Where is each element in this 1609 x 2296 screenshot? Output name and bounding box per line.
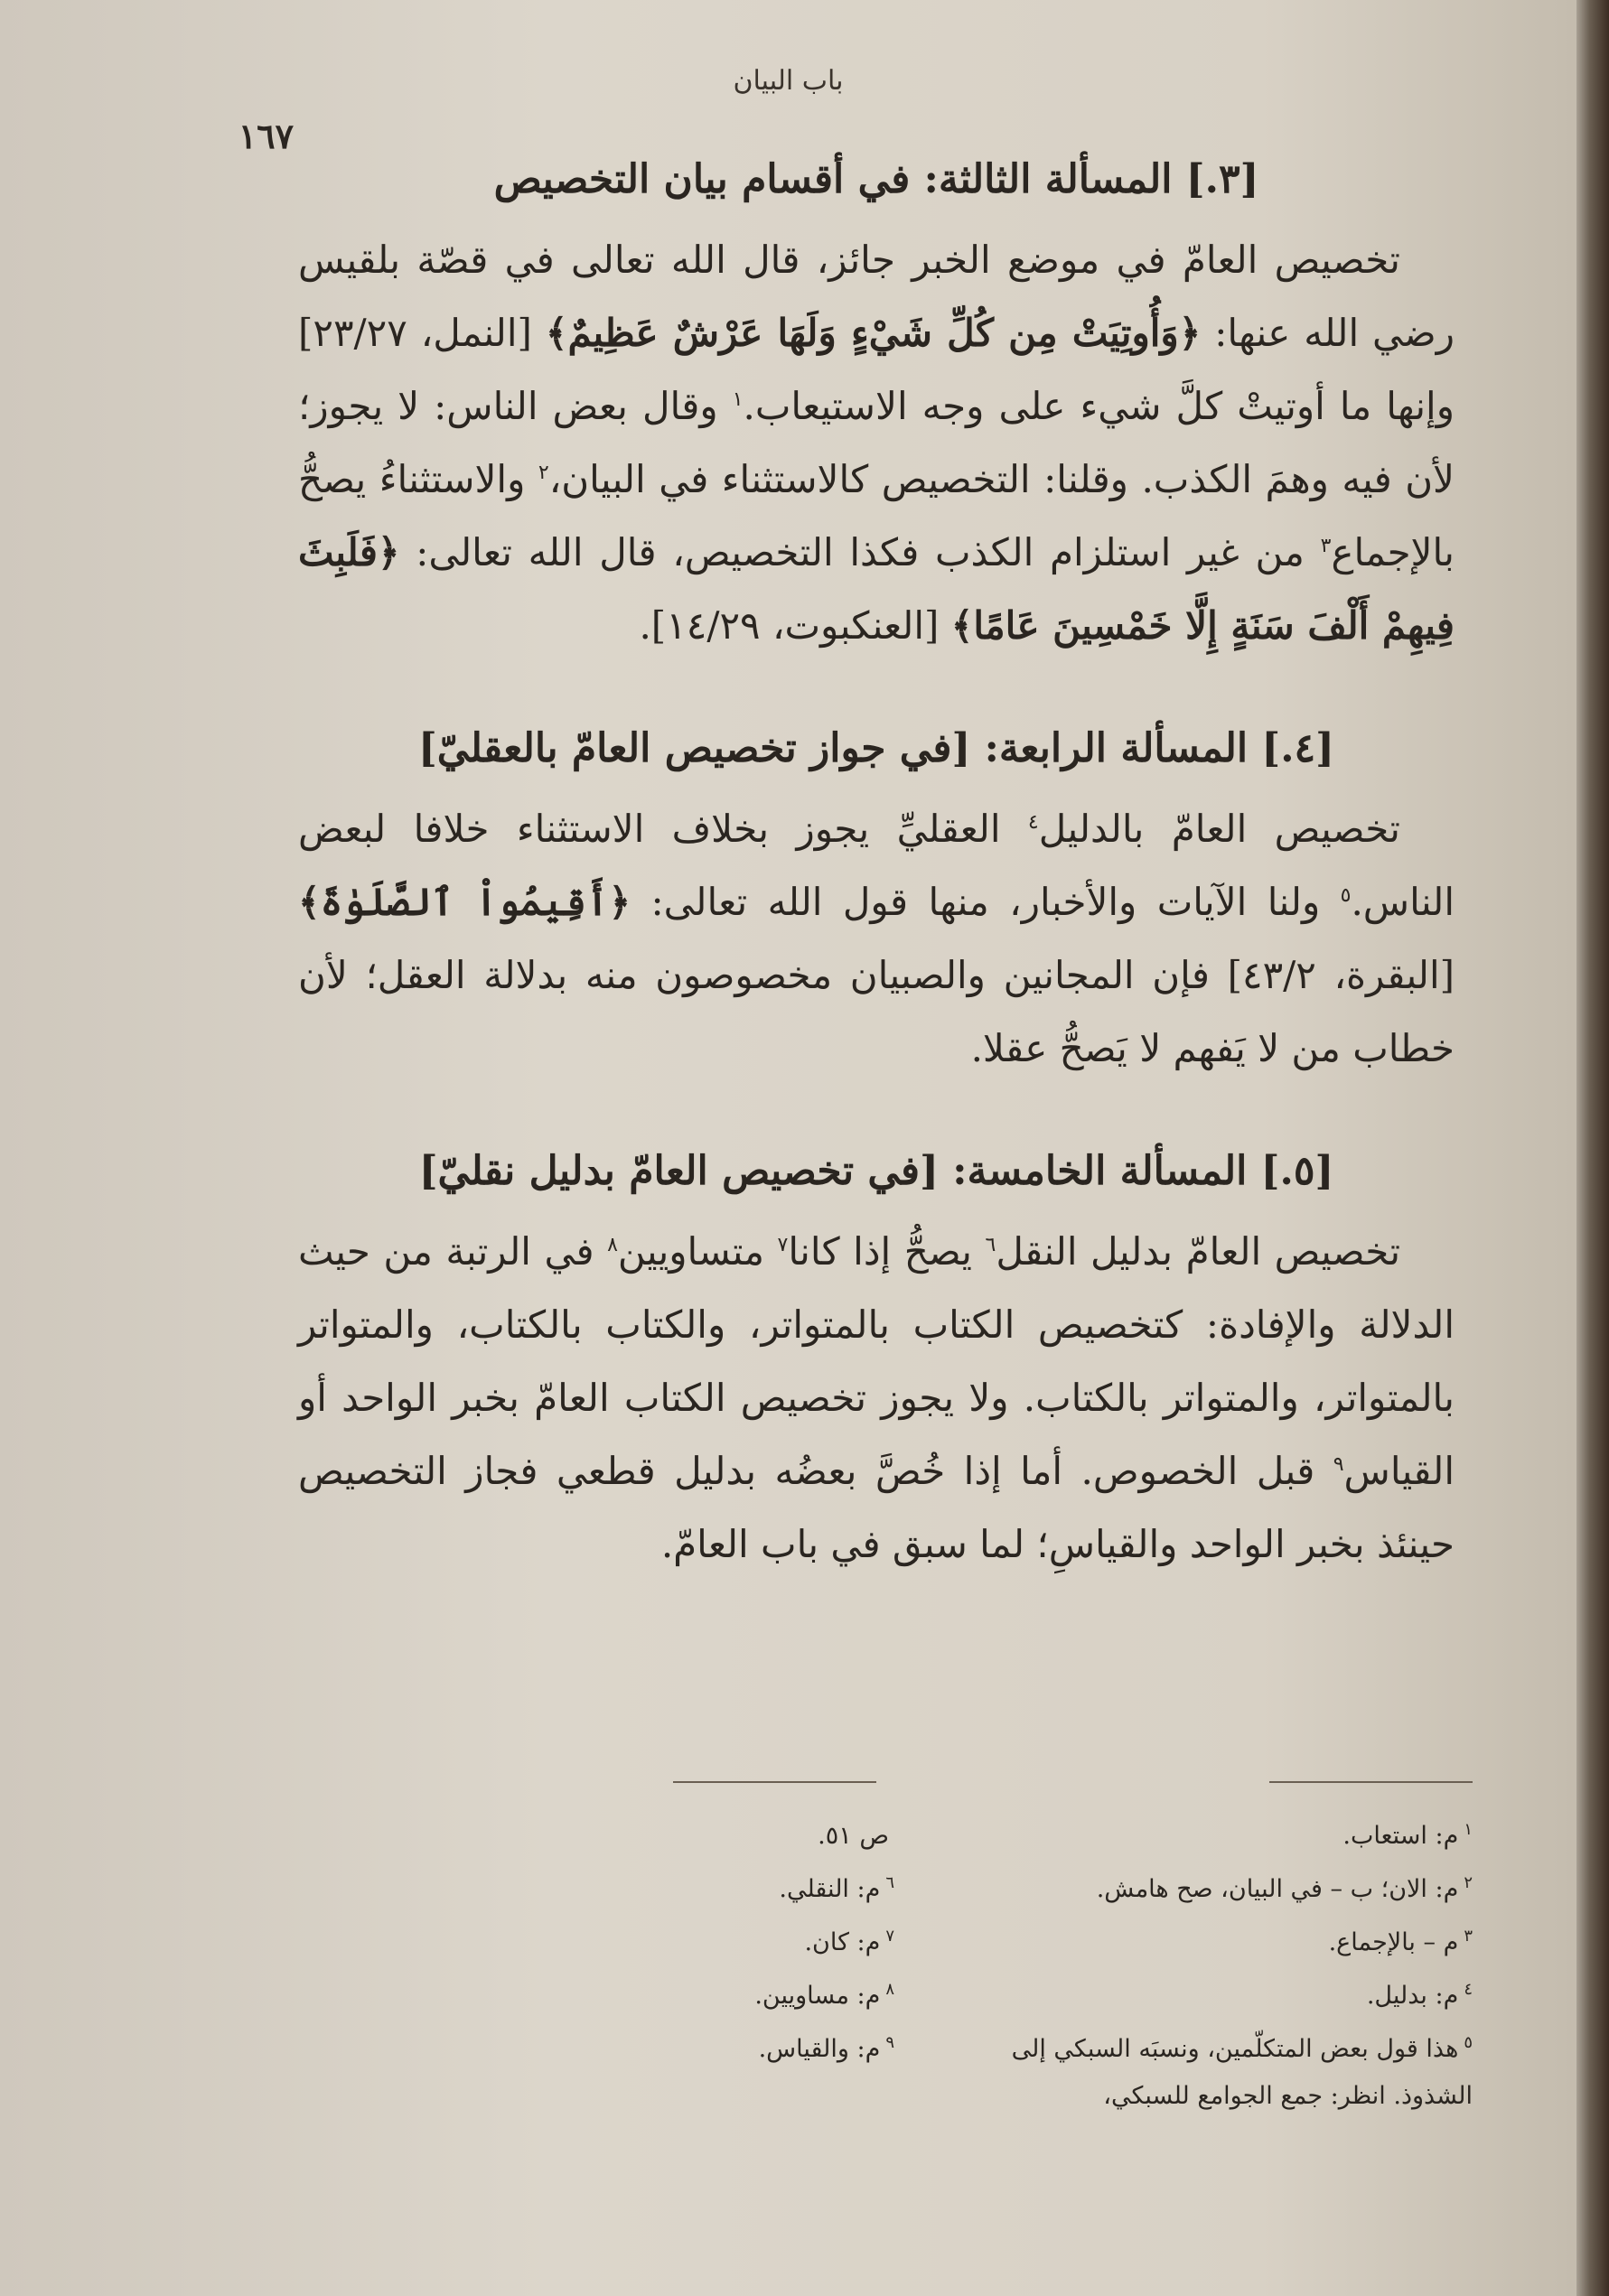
footnote: $^٥$هذا قول بعض المتكلّمين، ونسبَه السبكي إلى الشذوذ. انظر: جمع الجوامع للسبكي، bbox=[1011, 2033, 1473, 2110]
text-run: قبل الخصوص. أما إذا خُصَّ بعضُه بدليل قطعي فجاز التخصيص حينئذ بخبر الواحد والقياسِ؛ لما سبق في باب العامّ. bbox=[298, 1449, 1455, 1566]
section-paragraph-5 bbox=[298, 1215, 1455, 1581]
footnote-ref: ٩ bbox=[1333, 1453, 1344, 1476]
text-run: تخصيص العامّ بالدليل bbox=[1038, 807, 1400, 851]
text-run: متساويين bbox=[617, 1229, 778, 1274]
text-run: من غير استلزام الكذب فكذا التخصيص، قال الله تعالى: bbox=[399, 530, 1321, 574]
footnote: $^٦$م: النقلي. bbox=[779, 1873, 894, 1903]
footnote: ص ٥١. bbox=[818, 1822, 889, 1850]
text-run: يصحُّ إذا كانا bbox=[788, 1229, 986, 1274]
text-run: [البقرة، ٤٣/٢] فإن المجانين والصبيان مخصوصون منه بدلالة العقل؛ لأن خطاب من لا يَفهم لا يَصحُّ عقلا. bbox=[298, 953, 1455, 1070]
footnote-ref: ٧ bbox=[777, 1234, 789, 1256]
text-run: ولنا الآيات والأخبار، منها قول الله تعالى: bbox=[631, 880, 1341, 924]
footnote-ref: ١ bbox=[732, 388, 744, 411]
footnote: $^١$م: استعاب. bbox=[1342, 1820, 1473, 1850]
footnote-rule-right bbox=[1269, 1781, 1473, 1783]
footnote-ref: ٢ bbox=[538, 462, 549, 484]
text-run: في الرتبة من حيث الدلالة والإفادة: كتخصيص الكتاب بالمتواتر، والكتاب بالكتاب، والمتواتر بالمتواتر، والمتواتر بالكتاب. ولا يجوز تخصيص الكتاب العامّ بخبر الواحد أو القياس bbox=[298, 1229, 1455, 1493]
footnote: $^٣$م – بالإجماع. bbox=[1328, 1927, 1473, 1956]
section-heading-4: [٤.] المسألة الرابعة: [في جواز تخصيص العامّ بالعقليّ] bbox=[417, 725, 1334, 771]
text-run: وقال بعض الناس: لا يجوز؛ لأن فيه وهمَ الكذب. وقلنا: التخصيص كالاستثناء في البيان، bbox=[298, 384, 1455, 501]
footnotes-right-column bbox=[931, 1806, 1473, 2120]
text-run: تخصيص العامّ بدليل النقل bbox=[996, 1229, 1401, 1274]
footnote-ref: ٥ bbox=[1340, 884, 1352, 907]
footnote-ref: ٦ bbox=[985, 1234, 996, 1256]
page-number: ١٦٧ bbox=[238, 116, 294, 156]
footnote: $^٨$م: مساويين. bbox=[754, 1980, 894, 2010]
quran-quote: ﴿وَأُوتِيَتْ مِن كُلِّ شَيْءٍ وَلَهَا عَرْشٌ عَظِيمٌ﴾ bbox=[545, 311, 1202, 355]
text-run: العقليِّ يجوز بخلاف الاستثناء خلافا لبعض الناس. bbox=[298, 807, 1455, 924]
main-text bbox=[298, 149, 1455, 1637]
text-run: والاستثناءُ يصحُّ بالإجماع bbox=[298, 457, 1455, 574]
section-paragraph-4 bbox=[298, 792, 1455, 1085]
running-head: باب البيان bbox=[733, 65, 844, 97]
footnote: $^٢$م: الان؛ ب – في البيان، صح هامش. bbox=[1096, 1873, 1473, 1903]
text-run: تخصيص العامّ في موضع الخبر جائز، قال الله تعالى في قصّة بلقيس رضي الله عنها: bbox=[298, 238, 1455, 355]
section-paragraph-3 bbox=[298, 223, 1455, 662]
book-spine bbox=[1576, 0, 1609, 2296]
footnote-ref: ٤ bbox=[1027, 811, 1039, 834]
footnote-ref: ٨ bbox=[607, 1234, 618, 1256]
quran-quote: ﴿أَقِيمُواْ ٱلصَّلَوٰةَ﴾ bbox=[298, 880, 631, 924]
footnotes-left-column bbox=[560, 1806, 894, 2073]
footnote: $^٩$م: والقياس. bbox=[758, 2033, 894, 2063]
footnote-ref: ٣ bbox=[1320, 535, 1332, 557]
section-heading-3: [٣.] المسألة الثالثة: في أقسام بيان التخصيص bbox=[493, 156, 1259, 202]
section-heading-5: [٥.] المسألة الخامسة: [في تخصيص العامّ بدليل نقليّ] bbox=[418, 1148, 1334, 1194]
footnote-rule-left bbox=[673, 1781, 876, 1783]
text-run: [النمل، ٢٣/٢٧] وإنها ما أوتيتْ كلَّ شيء على وجه الاستيعاب. bbox=[298, 311, 1455, 428]
footnote: $^٤$م: بدليل. bbox=[1366, 1980, 1473, 2010]
text-run: [العنكبوت، ١٤/٢٩]. bbox=[639, 603, 951, 648]
quran-quote: ﴿فَلَبِثَ فِيهِمْ أَلْفَ سَنَةٍ إِلَّا خَمْسِينَ عَامًا﴾ bbox=[298, 530, 1455, 648]
footnote: $^٧$م: كان. bbox=[804, 1927, 894, 1956]
